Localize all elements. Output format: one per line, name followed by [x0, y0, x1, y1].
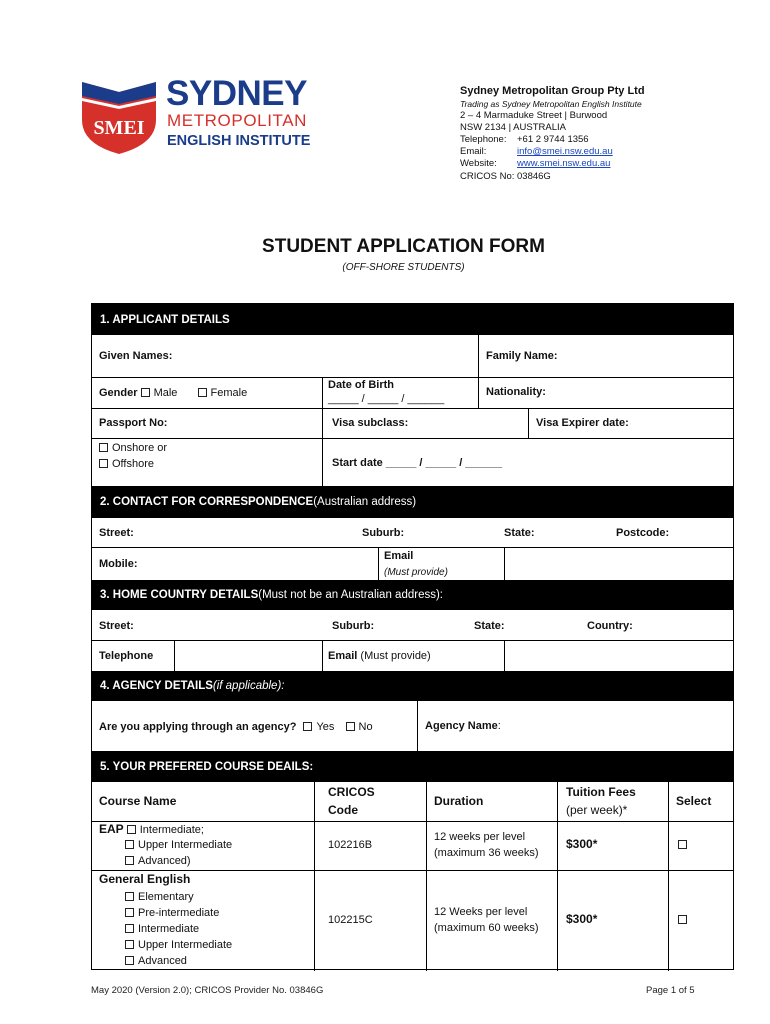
family-name-label: Family Name: [486, 350, 558, 362]
nationality-label: Nationality: [486, 386, 546, 398]
eap-duration-2: (maximum 36 weeks) [434, 847, 539, 859]
au-suburb-label: Suburb: [362, 527, 405, 539]
dob-blank[interactable]: _____ / _____ / ______ [328, 393, 445, 405]
telephone-row: Telephone: +61 2 9744 1356 [460, 134, 589, 146]
footer-version: May 2020 (Version 2.0); CRICOS Provider No. 03846G [91, 985, 324, 996]
eap-level-3: Advanced) [125, 855, 191, 868]
home-street-label: Street: [99, 620, 134, 632]
section-course-details: 5. YOUR PREFERED COURSE DEAILS: [92, 751, 733, 782]
ge-level-3: Intermediate [125, 923, 199, 936]
home-state-label: State: [474, 620, 505, 632]
ge-pre-intermediate-checkbox[interactable] [125, 908, 134, 917]
given-names-label: Given Names: [99, 350, 173, 362]
ge-level-2: Pre-intermediate [125, 907, 219, 920]
dob-label: Date of Birth [328, 379, 394, 391]
email-link[interactable]: info@smei.nsw.edu.au [517, 146, 613, 158]
svg-text:SMEI: SMEI [93, 117, 145, 139]
ge-level-4: Upper Intermediate [125, 939, 232, 952]
gender-field: Gender Male Female [99, 387, 248, 399]
eap-level-1: EAP Intermediate; [99, 822, 204, 836]
onshore-option[interactable]: Onshore or [99, 442, 167, 455]
agency-yes-checkbox[interactable] [303, 722, 312, 731]
au-email-must-provide: (Must provide) [384, 567, 448, 578]
ge-select[interactable] [678, 914, 691, 927]
au-state-label: State: [504, 527, 535, 539]
agency-name-label: Agency Name: [425, 720, 501, 732]
ge-advanced-checkbox[interactable] [125, 956, 134, 965]
eap-advanced-checkbox[interactable] [125, 856, 134, 865]
eap-upper-intermediate-checkbox[interactable] [125, 840, 134, 849]
visa-subclass-label: Visa subclass: [332, 417, 409, 429]
eap-intermediate-checkbox[interactable] [127, 825, 136, 834]
ge-duration-1: 12 Weeks per level [434, 906, 528, 918]
website-row: Website: www.smei.nsw.edu.au [460, 158, 611, 170]
section-contact: 2. CONTACT FOR CORRESPONDENCE (Australian address) [92, 486, 733, 518]
agency-question: Are you applying through an agency? Yes No [99, 721, 373, 733]
eap-select-checkbox[interactable] [678, 840, 687, 849]
eap-select[interactable] [678, 839, 691, 852]
smei-shield-logo [80, 78, 158, 156]
section-applicant-details: 1. APPLICANT DETAILS [92, 304, 733, 335]
col-fees-1: Tuition Fees [566, 785, 636, 799]
ge-fee: $300* [566, 912, 598, 926]
ge-duration-2: (maximum 60 weeks) [434, 922, 539, 934]
col-course-name: Course Name [99, 794, 177, 808]
home-telephone-label: Telephone [99, 650, 154, 662]
offshore-option[interactable]: Offshore [99, 458, 154, 471]
ge-upper-intermediate-checkbox[interactable] [125, 940, 134, 949]
eap-level-2: Upper Intermediate [125, 839, 232, 852]
passport-label: Passport No: [99, 417, 168, 429]
ge-elementary-checkbox[interactable] [125, 892, 134, 901]
mobile-label: Mobile: [99, 558, 138, 570]
brand-sydney: SYDNEY [166, 74, 307, 113]
state-address: NSW 2134 | AUSTRALIA [460, 122, 566, 134]
au-postcode-label: Postcode: [616, 527, 670, 539]
ge-select-checkbox[interactable] [678, 915, 687, 924]
street-address: 2 – 4 Marmaduke Street | Burwood [460, 110, 608, 122]
home-country-label: Country: [587, 620, 633, 632]
website-link[interactable]: www.smei.nsw.edu.au [517, 158, 611, 170]
ge-level-1: Elementary [125, 891, 194, 904]
col-cricos-1: CRICOS [328, 785, 375, 799]
cricos-row: CRICOS No: 03846G [460, 170, 551, 182]
ge-cricos-code: 102215C [328, 914, 373, 926]
company-name: Sydney Metropolitan Group Pty Ltd [460, 85, 645, 97]
col-cricos-2: Code [328, 803, 358, 817]
eap-fee: $300* [566, 837, 598, 851]
ge-level-5: Advanced [125, 955, 187, 968]
onshore-checkbox[interactable] [99, 443, 108, 452]
female-checkbox[interactable] [198, 388, 207, 397]
home-email-label: Email (Must provide) [328, 650, 431, 662]
form-title: STUDENT APPLICATION FORM [262, 236, 545, 257]
home-suburb-label: Suburb: [332, 620, 375, 632]
trading-as: Trading as Sydney Metropolitan English Institute [460, 99, 642, 109]
eap-cricos-code: 102216B [328, 839, 373, 851]
ge-course-name: General English [99, 872, 191, 886]
col-duration: Duration [434, 794, 484, 808]
application-form [91, 303, 734, 970]
footer-page-number: Page 1 of 5 [646, 985, 695, 996]
eap-duration-1: 12 weeks per level [434, 831, 526, 843]
section-home-country: 3. HOME COUNTRY DETAILS (Must not be an Australian address): [92, 580, 733, 610]
col-select: Select [676, 794, 712, 808]
brand-english-institute: ENGLISH INSTITUTE [167, 133, 311, 149]
form-subtitle: (OFF-SHORE STUDENTS) [342, 262, 465, 273]
email-row: Email: info@smei.nsw.edu.au [460, 146, 613, 158]
start-date-field[interactable]: Start date _____ / _____ / ______ [332, 457, 503, 469]
au-street-label: Street: [99, 527, 134, 539]
au-email-label: Email [384, 550, 414, 562]
agency-no-checkbox[interactable] [346, 722, 355, 731]
ge-intermediate-checkbox[interactable] [125, 924, 134, 933]
visa-expiry-label: Visa Expirer date: [536, 417, 629, 429]
section-agency: 4. AGENCY DETAILS (if applicable): [92, 671, 733, 701]
col-fees-2: (per week)* [566, 803, 628, 817]
male-checkbox[interactable] [141, 388, 150, 397]
offshore-checkbox[interactable] [99, 459, 108, 468]
company-address-block [460, 85, 645, 183]
brand-metropolitan: METROPOLITAN [167, 111, 308, 130]
